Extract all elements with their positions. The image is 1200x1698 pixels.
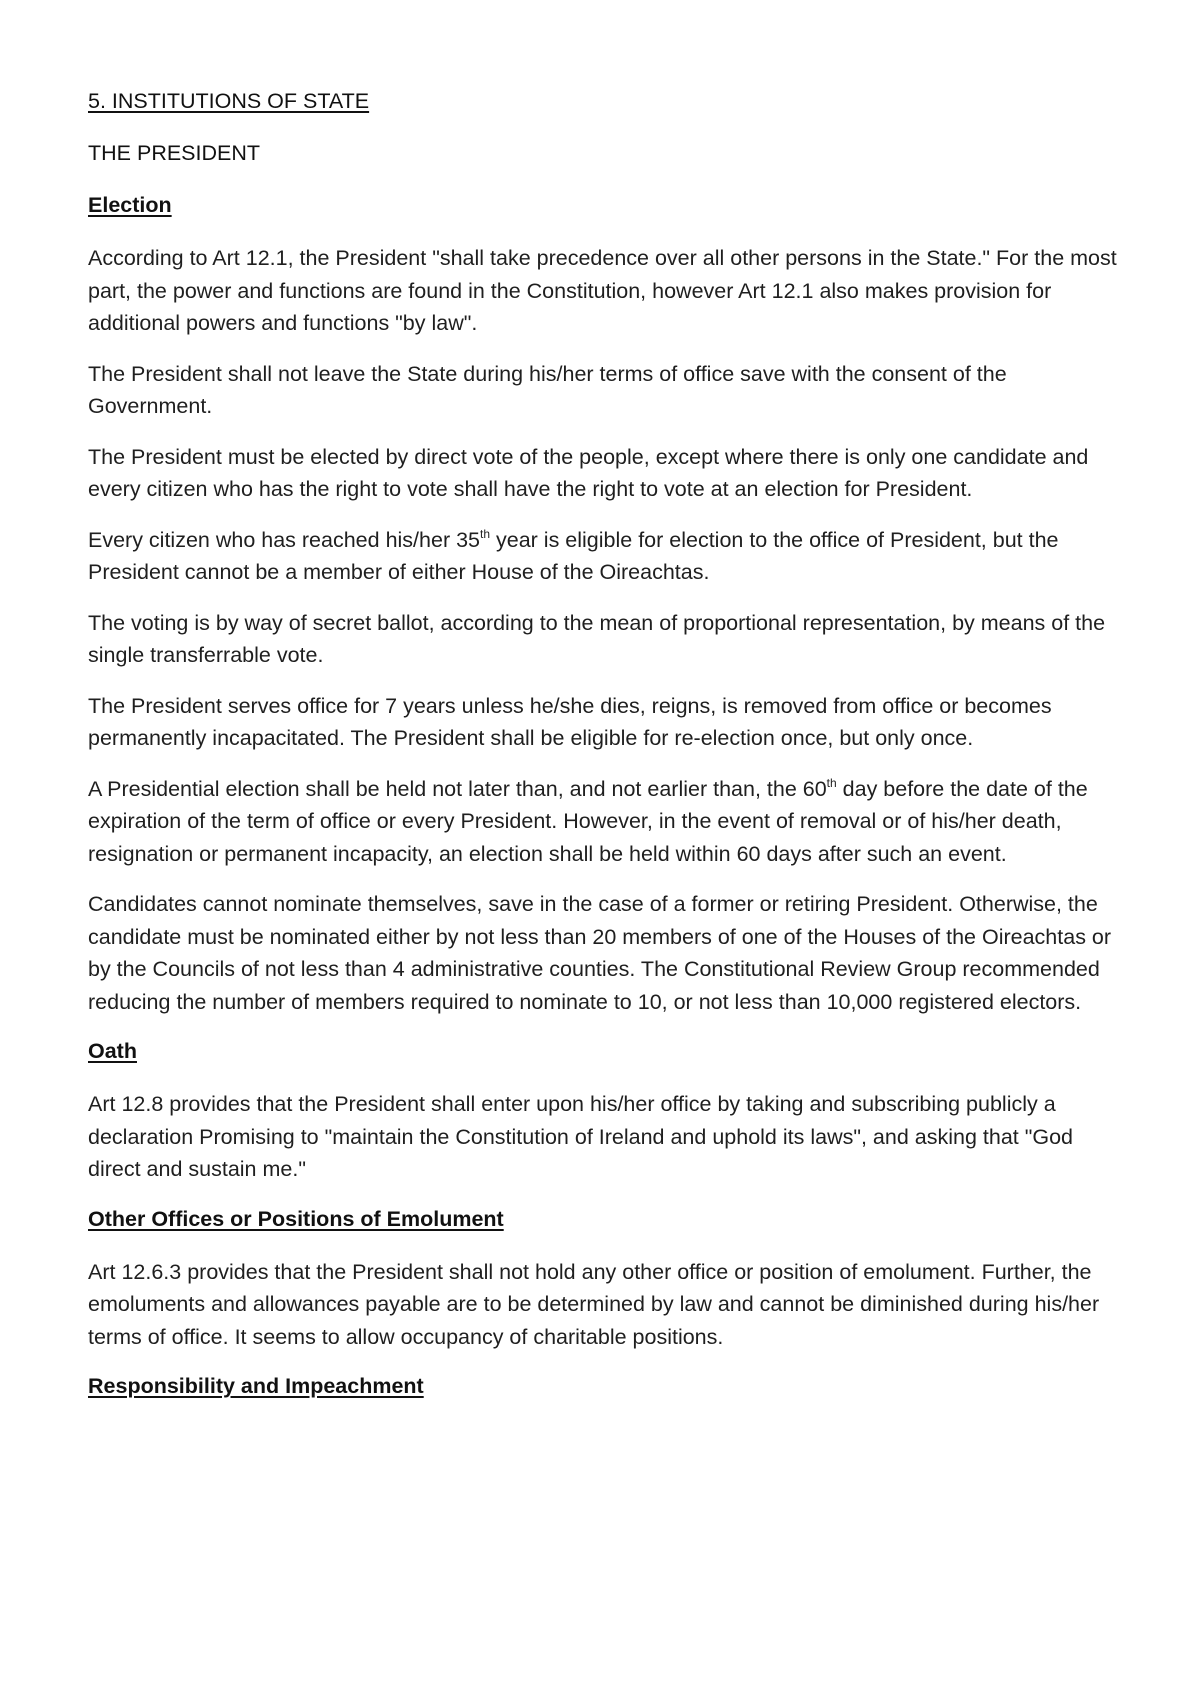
subtitle: THE PRESIDENT	[88, 141, 261, 165]
section-title: 5. INSTITUTIONS OF STATE	[88, 89, 370, 113]
superscript: th	[826, 775, 837, 790]
heading-responsibility: Responsibility and Impeachment	[88, 1374, 424, 1398]
paragraph: The President serves office for 7 years unless he/she dies, reigns, is removed from office or becomes permanently incapacitated. The President shall be eligible for re-election once, but only once.	[88, 693, 1052, 750]
paragraph: Art 12.8 provides that the President shall enter upon his/her office by taking and subscribing publicly a declaration Promising to "maintain the Constitution of Ireland and uphold its laws", and asking that "God direct and sustain me."	[88, 1092, 1073, 1181]
heading-other-offices: Other Offices or Positions of Emolument	[88, 1206, 504, 1231]
heading-election: Election	[88, 193, 172, 217]
paragraph: Art 12.6.3 provides that the President shall not hold any other office or position of emolument. Further, the emoluments and allowances payable are to be determined by law and cannot be diminished during his/her terms of office. It seems to allow occupancy of charitable positions.	[88, 1259, 1100, 1349]
text-run: day before the date of the expiration of the term of office or every President. However, in the event of removal or of his/her death, resignation or permanent incapacity, an election shall be held within 60 days after such an event.	[88, 776, 1088, 866]
text-run: year is eligible for election to the office of President, but the President cannot be a member of either House of the Oireachtas.	[88, 527, 1059, 584]
paragraph: Candidates cannot nominate themselves, save in the case of a former or retiring President. Otherwise, the candidate must be nominated either by not less than 20 members of one of the Houses of the Oireachtas or by the Councils of not less than 4 administrative counties. The Constitutional Review Group recommended reducing the number of members required to nominate to 10, or not less than 10,000 registered electors.	[88, 892, 1112, 1014]
paragraph	[88, 524, 1128, 589]
text-run: A Presidential election shall be held not later than, and not earlier than, the 60	[88, 776, 827, 801]
text-run: Every citizen who has reached his/her 35	[88, 527, 480, 552]
paragraph: The voting is by way of secret ballot, according to the mean of proportional representation, by means of the single transferrable vote.	[88, 610, 1106, 667]
paragraph: The President shall not leave the State during his/her terms of office save with the consent of the Government.	[88, 361, 1007, 418]
paragraph: According to Art 12.1, the President "shall take precedence over all other persons in the State." For the most part, the power and functions are found in the Constitution, however Art 12.1 also makes provision for additional powers and functions "by law".	[88, 246, 1117, 335]
paragraph: The President must be elected by direct vote of the people, except where there is only one candidate and every citizen who has the right to vote shall have the right to vote at an election for President.	[88, 444, 1089, 501]
document-page	[88, 86, 1128, 1423]
paragraph	[88, 773, 1128, 871]
heading-oath: Oath	[88, 1039, 137, 1063]
superscript: th	[480, 526, 491, 541]
